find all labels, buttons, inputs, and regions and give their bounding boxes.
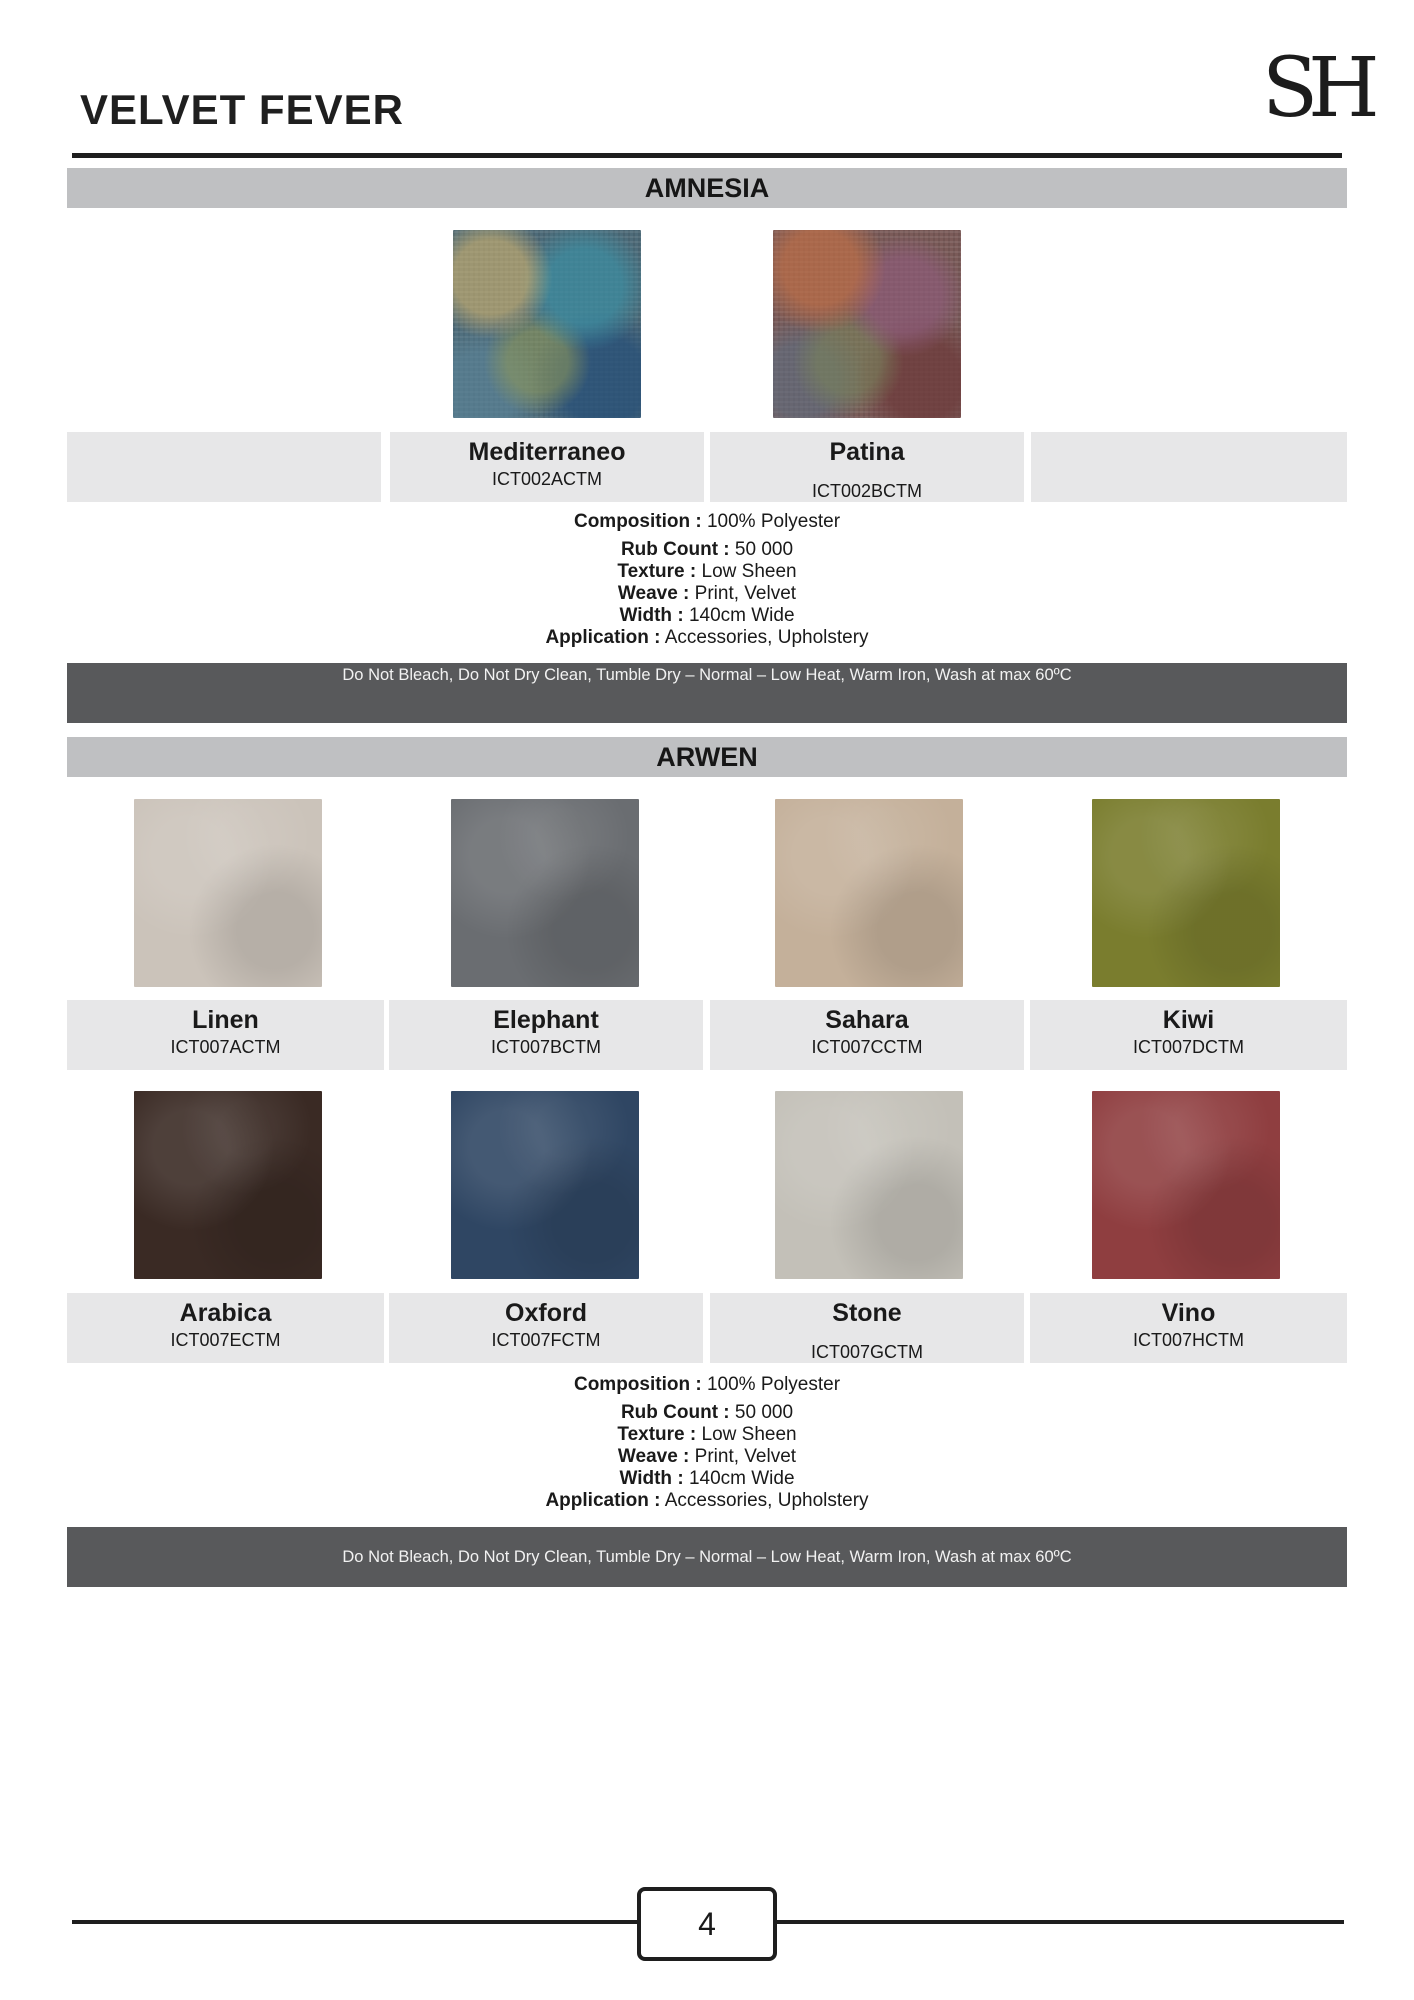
swatch-name: Arabica (179, 1299, 272, 1327)
spec-texture: Texture : Low Sheen (617, 1424, 797, 1445)
swatch-patina (773, 230, 961, 418)
section-title-amnesia: AMNESIA (67, 168, 1347, 208)
empty-label-cell (1031, 432, 1347, 502)
spec-application: Application : Accessories, Upholstery (545, 627, 869, 648)
brand-logo: SH (1262, 41, 1370, 136)
swatch-label-stone (710, 1293, 1024, 1363)
swatch-linen (134, 799, 322, 987)
swatch-arabica (134, 1091, 322, 1279)
swatch-name: Elephant (493, 1006, 599, 1034)
section-title-arwen: ARWEN (67, 737, 1347, 777)
swatch-name: Patina (829, 438, 905, 466)
swatch-code: ICT007ACTM (170, 1037, 281, 1057)
spec-weave: Weave : Print, Velvet (617, 583, 797, 604)
spec-composition: Composition : 100% Polyester (573, 511, 841, 532)
swatch-label-arabica (67, 1293, 384, 1363)
swatch-label-linen (67, 1000, 384, 1070)
swatch-sahara (775, 799, 963, 987)
swatch-name: Stone (832, 1299, 902, 1327)
swatch-code: ICT002ACTM (491, 469, 603, 489)
spec-width: Width : 140cm Wide (619, 1468, 795, 1489)
swatch-code: ICT007ECTM (170, 1330, 281, 1350)
swatch-label-sahara (710, 1000, 1024, 1070)
header-divider (72, 153, 1342, 158)
swatch-code: ICT007BCTM (490, 1037, 602, 1057)
spec-rub-count: Rub Count : 50 000 (620, 1402, 794, 1423)
swatch-code: ICT007GCTM (810, 1342, 924, 1362)
swatch-name: Linen (192, 1006, 259, 1034)
page-number: 4 (637, 1887, 777, 1961)
swatch-name: Vino (1161, 1299, 1216, 1327)
spec-application: Application : Accessories, Upholstery (545, 1490, 869, 1511)
swatch-name: Kiwi (1162, 1006, 1215, 1034)
spec-rub-count: Rub Count : 50 000 (620, 539, 794, 560)
swatch-label-kiwi (1030, 1000, 1347, 1070)
swatch-label-oxford (389, 1293, 703, 1363)
swatch-oxford (451, 1091, 639, 1279)
swatch-elephant (451, 799, 639, 987)
page-title: VELVET FEVER (80, 86, 404, 133)
swatch-label-patina (710, 432, 1024, 502)
swatch-label-vino (1030, 1293, 1347, 1363)
swatch-vino (1092, 1091, 1280, 1279)
swatch-code: ICT007HCTM (1132, 1330, 1244, 1350)
specs-arwen (67, 1374, 1347, 1512)
swatch-code: ICT007CCTM (811, 1037, 923, 1057)
spec-weave: Weave : Print, Velvet (617, 1446, 797, 1467)
swatch-name: Mediterraneo (468, 438, 626, 466)
footer-divider-right (775, 1920, 1344, 1924)
swatch-mediterraneo (453, 230, 641, 418)
swatch-label-mediterraneo (390, 432, 704, 502)
footer-divider-left (72, 1920, 640, 1924)
swatch-code: ICT002BCTM (811, 481, 923, 501)
spec-texture: Texture : Low Sheen (617, 561, 797, 582)
swatch-label-elephant (389, 1000, 703, 1070)
swatch-code: ICT007FCTM (491, 1330, 601, 1350)
spec-width: Width : 140cm Wide (619, 605, 795, 626)
specs-amnesia (67, 511, 1347, 649)
empty-label-cell (67, 432, 381, 502)
spec-composition: Composition : 100% Polyester (573, 1374, 841, 1395)
swatch-stone (775, 1091, 963, 1279)
swatch-code: ICT007DCTM (1132, 1037, 1244, 1057)
care-instructions-amnesia: Do Not Bleach, Do Not Dry Clean, Tumble Dry – Normal – Low Heat, Warm Iron, Wash at max 60ºC (67, 663, 1347, 723)
swatch-name: Oxford (505, 1299, 587, 1327)
swatch-name: Sahara (825, 1006, 909, 1034)
swatch-kiwi (1092, 799, 1280, 987)
care-instructions-arwen: Do Not Bleach, Do Not Dry Clean, Tumble Dry – Normal – Low Heat, Warm Iron, Wash at max 60ºC (67, 1527, 1347, 1587)
